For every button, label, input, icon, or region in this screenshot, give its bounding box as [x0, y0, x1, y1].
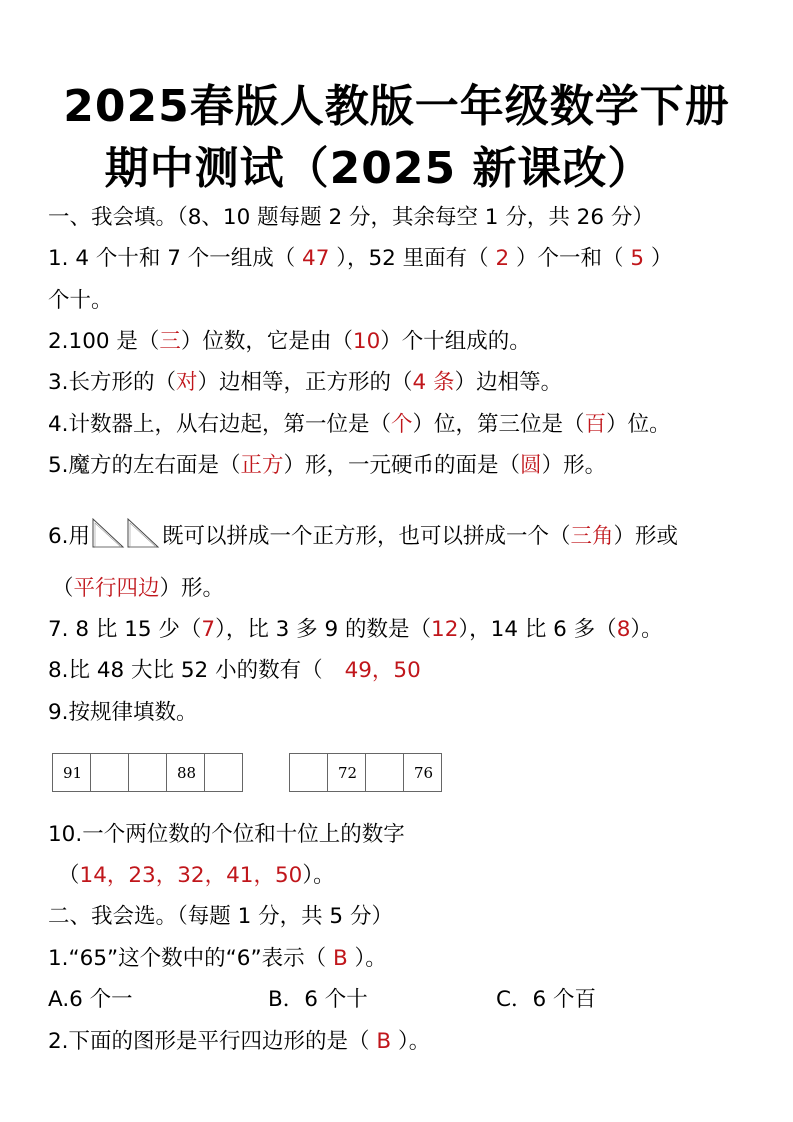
- choice-question-2: 2.下面的图形是平行四边形的是（ B ）。: [48, 1029, 431, 1054]
- question-4: 4.计数器上，从右边起，第一位是（个）位，第三位是（百）位。: [48, 412, 671, 437]
- answer-4-1: 个: [391, 412, 413, 437]
- question-6: 6.用 既可以拼成一个正方形，也可以拼成一个（三角）形或: [48, 517, 678, 551]
- question-2: 2.100 是（三）位数，它是由（10）个十组成的。: [48, 329, 531, 354]
- grid2-cell[interactable]: [290, 754, 328, 792]
- grid2-cell[interactable]: [366, 754, 404, 792]
- grid1-cell[interactable]: [205, 754, 243, 792]
- answer-3-2: 4 条: [412, 370, 455, 395]
- answer-8-1: 49，50: [344, 658, 421, 683]
- number-grid-1: [52, 753, 243, 792]
- grid1-cell: 88: [167, 754, 205, 792]
- question-6-continued: （平行四边）形。: [52, 576, 225, 601]
- question-3: 3.长方形的（对）边相等，正方形的（4 条）边相等。: [48, 370, 563, 395]
- answer-7-3: 8: [616, 617, 631, 642]
- answer-1-2: 2: [495, 246, 510, 271]
- option-c: C．6 个百: [496, 987, 597, 1012]
- choice-answer-2: B: [376, 1029, 392, 1054]
- answer-1-3: 5: [630, 246, 645, 271]
- answer-7-1: 7: [201, 617, 216, 642]
- choice-answer-1: B: [332, 946, 348, 971]
- answer-10-1: 14，23，32，41，50: [79, 863, 303, 888]
- grid2-cell: 72: [328, 754, 366, 792]
- question-10: 10.一个两位数的个位和十位上的数字: [48, 822, 405, 847]
- document-title-line2: 期中测试（2025 新课改）: [104, 143, 653, 194]
- section2-heading: 二、我会选。（每题 1 分，共 5 分）: [48, 904, 393, 929]
- triangle-pieces-icon: [90, 517, 162, 551]
- question-1: 1. 4 个十和 7 个一组成（ 47 ），52 里面有（ 2 ）个一和（ 5 ）: [48, 246, 673, 271]
- answer-6-1: 三角: [570, 524, 614, 549]
- choice-question-1: 1.“65”这个数中的“6”表示（ B ）。: [48, 946, 387, 971]
- grid1-cell[interactable]: [129, 754, 167, 792]
- option-b: B．6 个十: [268, 987, 368, 1012]
- question-5: 5.魔方的左右面是（正方）形，一元硬币的面是（圆）形。: [48, 453, 607, 478]
- question-1-continued: 个十。: [48, 288, 113, 313]
- question-8: 8.比 48 大比 52 小的数有（ 49，50: [48, 658, 421, 683]
- grid2-cell: 76: [404, 754, 442, 792]
- answer-2-2: 10: [352, 329, 381, 354]
- question-10-answer-line: （14，23，32，41，50）。: [58, 863, 335, 888]
- answer-4-2: 百: [584, 412, 607, 437]
- answer-3-1: 对: [176, 370, 198, 395]
- question-7: 7. 8 比 15 少（7），比 3 多 9 的数是（12），14 比 6 多（8）。: [48, 617, 663, 642]
- number-grid-2: [289, 753, 442, 792]
- grid1-cell: 91: [53, 754, 91, 792]
- answer-2-1: 三: [159, 329, 181, 354]
- option-a: A.6 个一: [48, 987, 133, 1012]
- document-title-line1: 2025春版人教版一年级数学下册: [63, 81, 730, 132]
- answer-1-1: 47: [302, 246, 330, 271]
- answer-6-2: 平行四边: [73, 576, 160, 601]
- answer-7-2: 12: [431, 617, 459, 642]
- answer-5-1: 正方: [240, 453, 284, 478]
- question-9: 9.按规律填数。: [48, 700, 198, 725]
- answer-5-2: 圆: [520, 453, 542, 478]
- section1-heading: 一、我会填。（8、10 题每题 2 分，其余每空 1 分，共 26 分）: [48, 205, 654, 230]
- grid1-cell[interactable]: [91, 754, 129, 792]
